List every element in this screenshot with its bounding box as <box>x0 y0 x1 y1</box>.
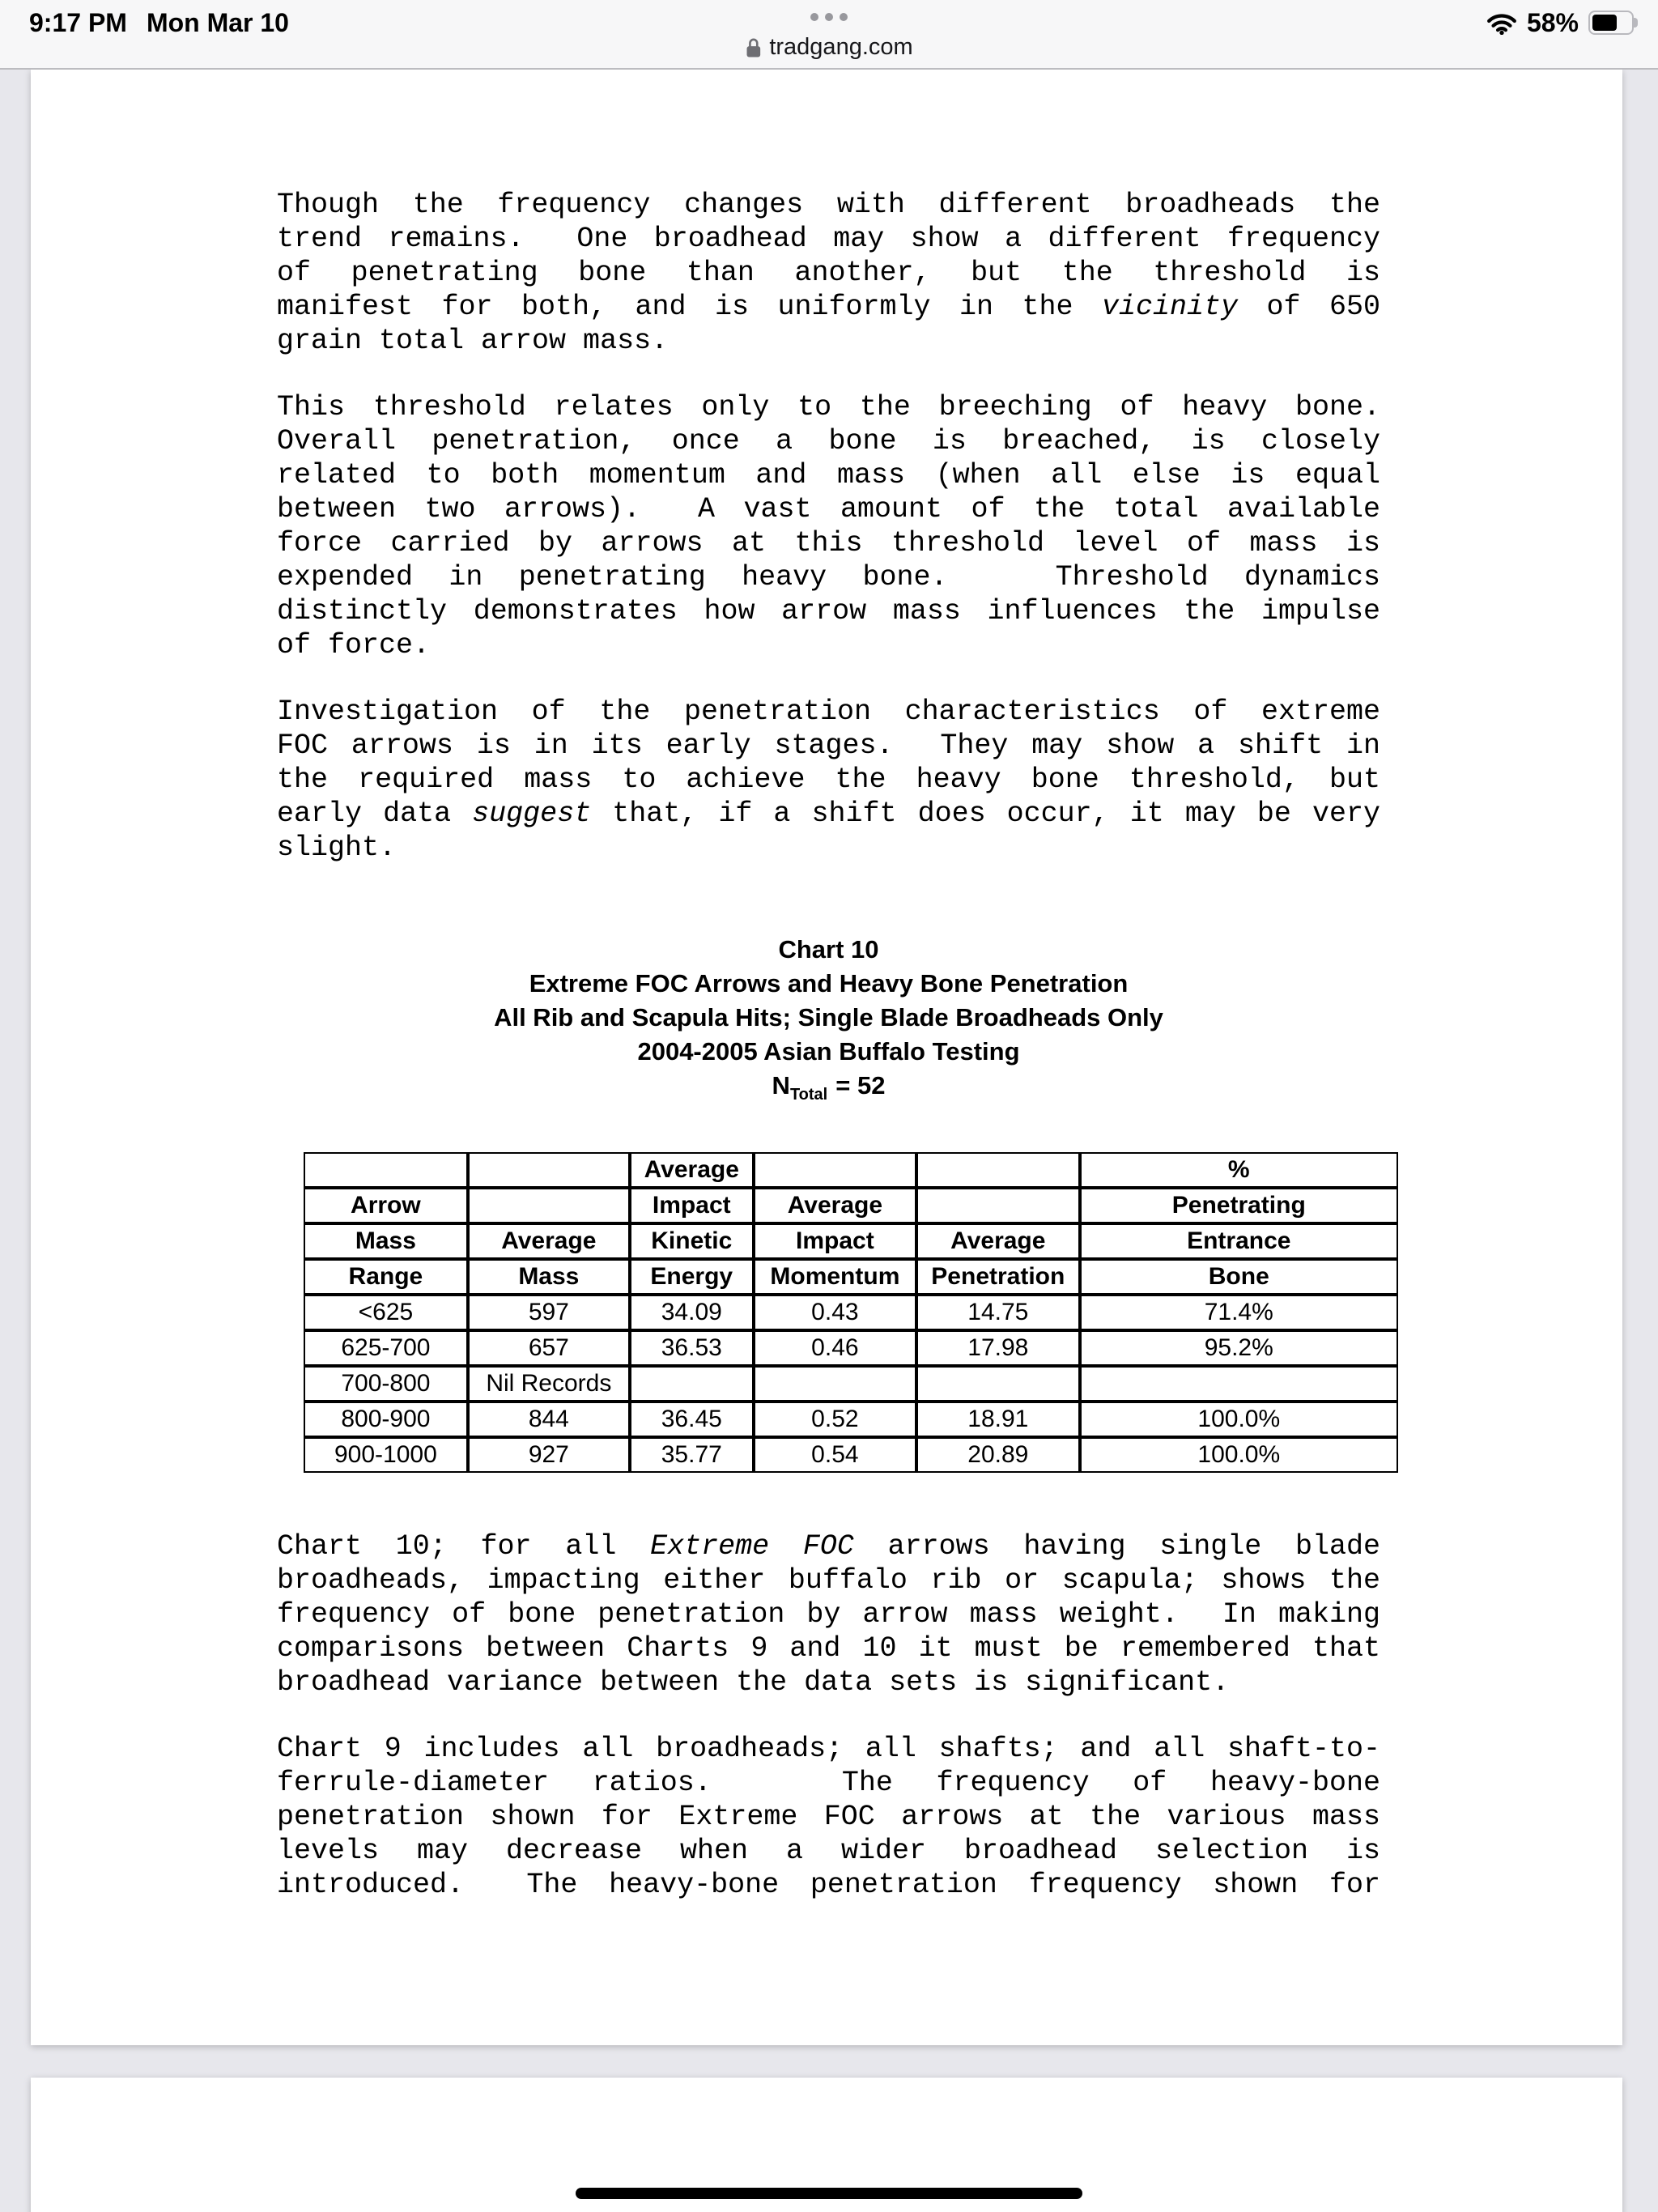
text-line: grain total arrow mass. <box>277 325 669 357</box>
table-row <box>304 1152 1398 1188</box>
text-line: distinctly demonstrates how arrow mass influences the impulse <box>277 595 1380 627</box>
paragraph <box>277 390 1380 662</box>
table-cell: 0.43 <box>754 1295 916 1330</box>
table-cell: 844 <box>468 1402 630 1437</box>
document-page-1 <box>31 70 1622 2045</box>
paragraph <box>277 1732 1380 1902</box>
table-cell: Bone <box>1080 1259 1398 1295</box>
table-row <box>304 1330 1398 1366</box>
table-cell: 100.0% <box>1080 1402 1398 1437</box>
chart-title: Chart 10 <box>778 935 879 963</box>
text-line: of force. <box>277 629 431 661</box>
n-value: = 52 <box>835 1071 886 1100</box>
table-cell <box>916 1188 1079 1223</box>
text-line: the required mass to achieve the heavy bone threshold, but <box>277 764 1380 796</box>
status-time: 9:17 PM <box>29 7 127 37</box>
url-text: tradgang.com <box>769 34 913 60</box>
table-cell: Range <box>304 1259 468 1295</box>
dot <box>840 13 848 21</box>
table-cell: 18.91 <box>916 1402 1079 1437</box>
chart-sample-size <box>277 1069 1380 1112</box>
address-bar[interactable] <box>745 34 912 61</box>
table-cell <box>1080 1366 1398 1402</box>
n-subscript: Total <box>789 1086 828 1104</box>
text-line: manifest for both, and is uniformly in the vicinity of 650 <box>277 291 1380 323</box>
battery-percent-label: 58% <box>1526 7 1579 37</box>
table-cell: 35.77 <box>630 1437 754 1473</box>
paragraph-group-top <box>277 188 1380 865</box>
table-cell: Kinetic <box>630 1223 754 1259</box>
table-cell: 0.52 <box>754 1402 916 1437</box>
table-row <box>304 1188 1398 1223</box>
table-cell: 0.46 <box>754 1330 916 1366</box>
table-cell: Entrance <box>1080 1223 1398 1259</box>
chart-subtitle-3: 2004-2005 Asian Buffalo Testing <box>637 1037 1020 1066</box>
table-cell: 17.98 <box>916 1330 1079 1366</box>
table-cell: 36.53 <box>630 1330 754 1366</box>
text-line: trend remains. One broadhead may show a different frequency <box>277 223 1380 255</box>
table-cell <box>916 1366 1079 1402</box>
safari-top-bar <box>0 0 1658 70</box>
table-cell: 927 <box>468 1437 630 1473</box>
table-row <box>304 1295 1398 1330</box>
wifi-icon <box>1486 11 1517 35</box>
table-cell: 700-800 <box>304 1366 468 1402</box>
table-cell: 657 <box>468 1330 630 1366</box>
chart-heading <box>277 933 1380 1112</box>
text-line: FOC arrows is in its early stages. They may show a shift in <box>277 730 1380 762</box>
table-cell <box>754 1366 916 1402</box>
table-cell: 34.09 <box>630 1295 754 1330</box>
battery-nub <box>1634 18 1638 28</box>
text-line: Overall penetration, once a bone is breached, is closely <box>277 425 1380 457</box>
text-line: related to both momentum and mass (when all else is equal <box>277 459 1380 491</box>
dot <box>825 13 833 21</box>
text-line: penetration shown for Extreme FOC arrows at the various mass <box>277 1801 1380 1833</box>
lock-icon <box>745 37 762 58</box>
text-line: Investigation of the penetration characteristics of extreme <box>277 696 1380 728</box>
table-cell: Nil Records <box>468 1366 630 1402</box>
paragraph <box>277 188 1380 358</box>
text-line: ferrule-diameter ratios. The frequency of heavy-bone <box>277 1767 1380 1799</box>
table-cell: 900-1000 <box>304 1437 468 1473</box>
table-cell: Average <box>754 1188 916 1223</box>
table-cell <box>468 1188 630 1223</box>
text-line: This threshold relates only to the breeching of heavy bone. <box>277 391 1380 423</box>
text-line: comparisons between Charts 9 and 10 it must be remembered that <box>277 1632 1380 1665</box>
paragraph-group-bottom <box>277 1529 1380 1902</box>
table-cell: Average <box>630 1152 754 1188</box>
table-cell: <625 <box>304 1295 468 1330</box>
table-cell <box>754 1152 916 1188</box>
text-line: broadheads, impacting either buffalo rib or scapula; shows the <box>277 1564 1380 1597</box>
text-line: frequency of bone penetration by arrow mass weight. In making <box>277 1598 1380 1631</box>
text-line: Though the frequency changes with different broadheads the <box>277 189 1380 221</box>
text-line: expended in penetrating heavy bone. Threshold dynamics <box>277 561 1380 593</box>
table-cell: 597 <box>468 1295 630 1330</box>
table-cell: Average <box>916 1223 1079 1259</box>
table-cell: Impact <box>754 1223 916 1259</box>
table-cell <box>630 1366 754 1402</box>
ellipsis-menu-icon[interactable] <box>810 13 848 21</box>
text-line: broadhead variance between the data sets is significant. <box>277 1666 1230 1699</box>
battery-icon <box>1588 11 1634 35</box>
document-body <box>31 70 1622 2045</box>
paragraph <box>277 1529 1380 1699</box>
table-row <box>304 1223 1398 1259</box>
table-cell: Momentum <box>754 1259 916 1295</box>
paragraph <box>277 695 1380 865</box>
table-cell: 95.2% <box>1080 1330 1398 1366</box>
text-line: slight. <box>277 832 397 864</box>
table-row <box>304 1366 1398 1402</box>
table-cell: % <box>1080 1152 1398 1188</box>
text-line: of penetrating bone than another, but the threshold is <box>277 257 1380 289</box>
table-cell: Penetration <box>916 1259 1079 1295</box>
home-indicator[interactable] <box>576 2188 1082 2199</box>
table-cell <box>468 1152 630 1188</box>
status-date: Mon Mar 10 <box>146 7 289 37</box>
status-left <box>29 8 289 38</box>
table-cell: 800-900 <box>304 1402 468 1437</box>
table-row <box>304 1259 1398 1295</box>
table-cell: Penetrating <box>1080 1188 1398 1223</box>
table-cell: Average <box>468 1223 630 1259</box>
table-cell: 36.45 <box>630 1402 754 1437</box>
table-cell <box>304 1152 468 1188</box>
text-line: early data suggest that, if a shift does occur, it may be very <box>277 798 1380 830</box>
table-cell: 71.4% <box>1080 1295 1398 1330</box>
table-cell: 0.54 <box>754 1437 916 1473</box>
text-line: Chart 9 includes all broadheads; all shafts; and all shaft-to- <box>277 1733 1380 1765</box>
table-cell: Mass <box>468 1259 630 1295</box>
table-cell: Mass <box>304 1223 468 1259</box>
table-cell <box>916 1152 1079 1188</box>
table-cell: Energy <box>630 1259 754 1295</box>
table-cell: 100.0% <box>1080 1437 1398 1473</box>
text-line: Chart 10; for all Extreme FOC arrows having single blade <box>277 1530 1381 1563</box>
table-row <box>304 1402 1398 1437</box>
text-line: levels may decrease when a wider broadhead selection is <box>277 1835 1380 1867</box>
status-right <box>1486 8 1634 38</box>
battery-fill <box>1592 15 1617 31</box>
text-line: between two arrows). A vast amount of the total available <box>277 493 1380 525</box>
table-row <box>304 1437 1398 1473</box>
table-cell: 20.89 <box>916 1437 1079 1473</box>
table-cell: Arrow <box>304 1188 468 1223</box>
chart-subtitle-2: All Rib and Scapula Hits; Single Blade Broadheads Only <box>494 1003 1163 1032</box>
text-line: introduced. The heavy-bone penetration frequency shown for <box>277 1869 1380 1901</box>
table-cell: Impact <box>630 1188 754 1223</box>
page-canvas <box>0 70 1658 2212</box>
text-line: force carried by arrows at this threshold level of mass is <box>277 527 1380 559</box>
table-cell: 14.75 <box>916 1295 1079 1330</box>
table-cell: 625-700 <box>304 1330 468 1366</box>
dot <box>810 13 818 21</box>
chart-subtitle-1: Extreme FOC Arrows and Heavy Bone Penetration <box>529 969 1129 998</box>
data-table <box>304 1152 1398 1473</box>
n-label: N <box>772 1071 790 1100</box>
